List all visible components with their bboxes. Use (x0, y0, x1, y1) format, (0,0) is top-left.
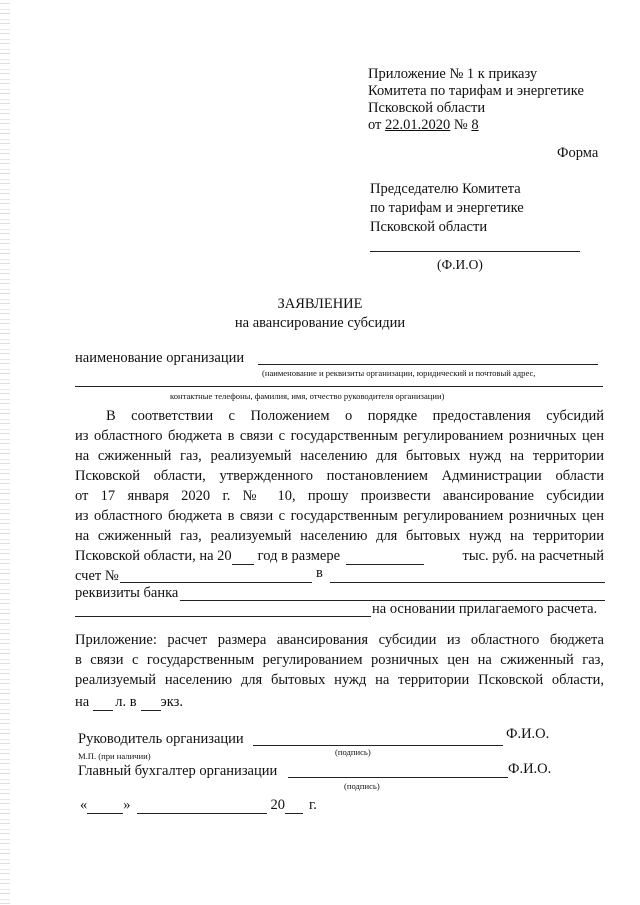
date-year: 20 (270, 797, 285, 813)
body-line-6: из областного бюджета в связи с государственным регулированием розничных цен (75, 508, 604, 524)
appendix-line-1: Приложение № 1 к приказу (368, 66, 538, 82)
calculation-basis: на основании прилагаемого расчета. (372, 601, 598, 617)
fio-line (370, 251, 580, 252)
bank-details-line-2 (75, 616, 371, 617)
month-blank (137, 800, 267, 814)
organization-caption-2: контактные телефоны, фамилия, имя, отчество руководителя организации) (170, 391, 445, 401)
copies-blank (141, 697, 161, 711)
addressee-line-1: Председателю Комитета (370, 181, 521, 197)
organization-details-line (75, 386, 603, 387)
accountant-label: Главный бухгалтер организации (78, 763, 278, 779)
account-label: счет № (75, 568, 119, 584)
body-line-8 (75, 548, 604, 565)
account-bank-line (330, 582, 605, 583)
body-line-1: В соответствии с Положением о порядке предоставления субсидий (106, 408, 604, 424)
addressee-line-2: по тарифам и энергетике (370, 200, 524, 216)
account-number-line (120, 582, 312, 583)
body-line-4: Псковской области, утвержденного постановлением Администрации области (75, 468, 604, 484)
bank-details-label: реквизиты банка (75, 585, 179, 601)
appendix-note-line-1: Приложение: расчет размера авансирования субсидии из областного бюджета (75, 632, 604, 648)
scan-edge (0, 0, 10, 905)
appendix-line-2: Комитета по тарифам и энергетике (368, 83, 584, 99)
date-line (80, 797, 317, 814)
head-fio: Ф.И.О. (506, 726, 550, 742)
body-line-7: на сжиженный газ, реализуемый населению для бытовых нужд на территории (75, 528, 604, 544)
seal-note: М.П. (при наличии) (78, 751, 151, 761)
date-close-quote: » (123, 797, 131, 813)
appendix-date: 22.01.2020 (385, 117, 451, 133)
head-label: Руководитель организации (78, 731, 244, 747)
accountant-fio: Ф.И.О. (508, 761, 552, 777)
amount-blank (346, 551, 424, 565)
organization-caption-1: (наименование и реквизиты организации, юридический и почтовый адрес, (262, 368, 536, 378)
document-subtitle: на авансирование субсидии (234, 315, 406, 331)
copies-suffix: экз. (160, 694, 183, 710)
appendix-number: 8 (471, 117, 479, 133)
appendix-num-sign: № (453, 117, 468, 133)
fio-caption: (Ф.И.О) (437, 257, 483, 272)
body-line-2: из областного бюджета в связи с государственным регулированием розничных цен (75, 428, 604, 444)
amount-prefix: год в размере (257, 548, 341, 564)
pages-prefix: на (75, 694, 90, 710)
organization-name-line (258, 364, 598, 365)
body-line-3: на сжиженный газ, реализуемый населению для бытовых нужд на территории (75, 448, 604, 464)
amount-unit: тыс. руб. на расчетный (462, 548, 604, 564)
year-blank (232, 551, 254, 565)
document-title: ЗАЯВЛЕНИЕ (277, 296, 363, 312)
accountant-signature-line (288, 777, 508, 778)
appendix-note-line-3: реализуемый населению для бытовых нужд на территории Псковской области, (75, 672, 604, 688)
year-prefix: Псковской области, на 20 (75, 548, 232, 564)
appendix-note-line-4 (75, 694, 183, 711)
copies-prefix: л. в (115, 694, 137, 710)
appendix-note-line-2: в связи с государственным регулированием розничных цен на сжиженный газ, (75, 652, 604, 668)
organization-label: наименование организации (75, 350, 245, 366)
date-suffix: г. (309, 797, 317, 813)
pages-blank (93, 697, 113, 711)
head-signature-line (253, 745, 503, 746)
addressee-line-3: Псковской области (370, 219, 488, 235)
appendix-prefix: от (368, 117, 382, 133)
head-signature-caption: (подпись) (335, 747, 371, 757)
appendix-line-3: Псковской области (368, 100, 486, 116)
day-blank (87, 800, 123, 814)
form-label: Форма (557, 145, 599, 161)
body-line-5: от 17 января 2020 г. № 10, прошу произвести авансирование субсидии (75, 488, 604, 504)
account-bank-in: в (316, 565, 323, 581)
date-open-quote: « (80, 797, 88, 813)
appendix-date-line (368, 117, 479, 134)
year-suffix-blank (285, 800, 303, 814)
accountant-signature-caption: (подпись) (344, 781, 380, 791)
